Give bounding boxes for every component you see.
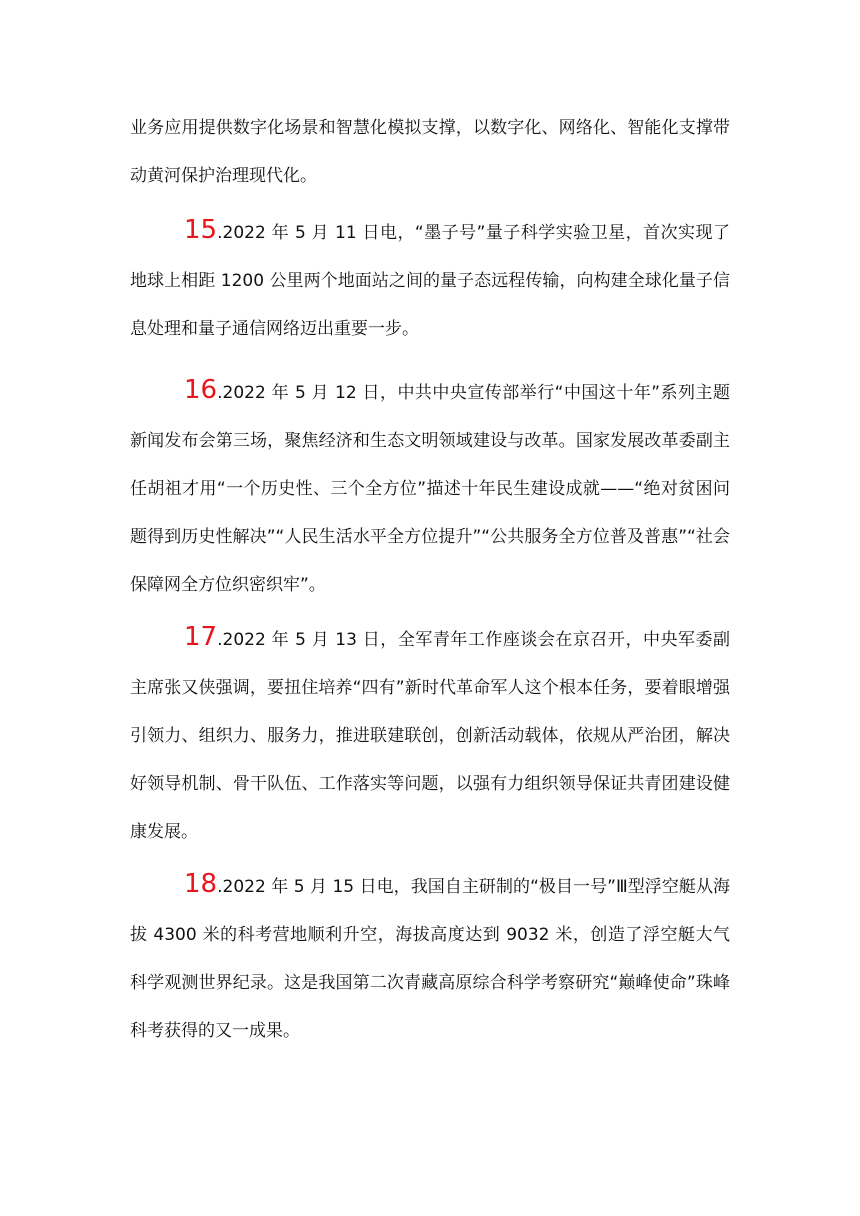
item-text: .2022 年 5 月 13 日，全军青年工作座谈会在京召开，中央军委副主席张又侠强调，要扭住培养“四有”新时代革命军人这个根本任务，要着眼增强引领力、组织力、服务力，推进联建联创，创新活动载体，依规从严治团，解决好领导机制、骨干队伍、工作落实等问题，以强有力组织领导保证共青团建设健康发展。 (130, 630, 730, 842)
item-number: 16 (184, 375, 218, 405)
intro-paragraph (130, 104, 730, 200)
news-item-17 (130, 613, 730, 856)
item-number: 17 (184, 622, 218, 652)
news-item-15 (130, 206, 730, 353)
news-item-18 (130, 860, 730, 1055)
intro-text: 业务应用提供数字化场景和智慧化模拟支撑，以数字化、网络化、智能化支撑带动黄河保护治理现代化。 (130, 118, 730, 186)
item-text: .2022 年 5 月 12 日，中共中央宣传部举行“中国这十年”系列主题新闻发布会第三场，聚焦经济和生态文明领域建设与改革。国家发展改革委副主任胡祖才用“一个历史性、三个全方位”描述十年民生建设成就——“绝对贫困问题得到历史性解决”“人民生活水平全方位提升”“公共服务全方位普及普惠”“社会保障网全方位织密织牢”。 (130, 383, 730, 595)
item-number: 15 (184, 215, 218, 245)
item-text: .2022 年 5 月 11 日电，“墨子号”量子科学实验卫星，首次实现了地球上相距 1200 公里两个地面站之间的量子态远程传输，向构建全球化量子信息处理和量子通信网络迈出重要一步。 (130, 223, 730, 339)
item-number: 18 (184, 869, 218, 899)
news-item-16 (130, 366, 730, 609)
item-text: .2022 年 5 月 15 日电，我国自主研制的“极目一号”Ⅲ型浮空艇从海拔 4300 米的科考营地顺利升空，海拔高度达到 9032 米，创造了浮空艇大气科学观测世界纪录。这是我国第二次青藏高原综合科学考察研究“巅峰使命”珠峰科考获得的又一成果。 (130, 877, 730, 1041)
